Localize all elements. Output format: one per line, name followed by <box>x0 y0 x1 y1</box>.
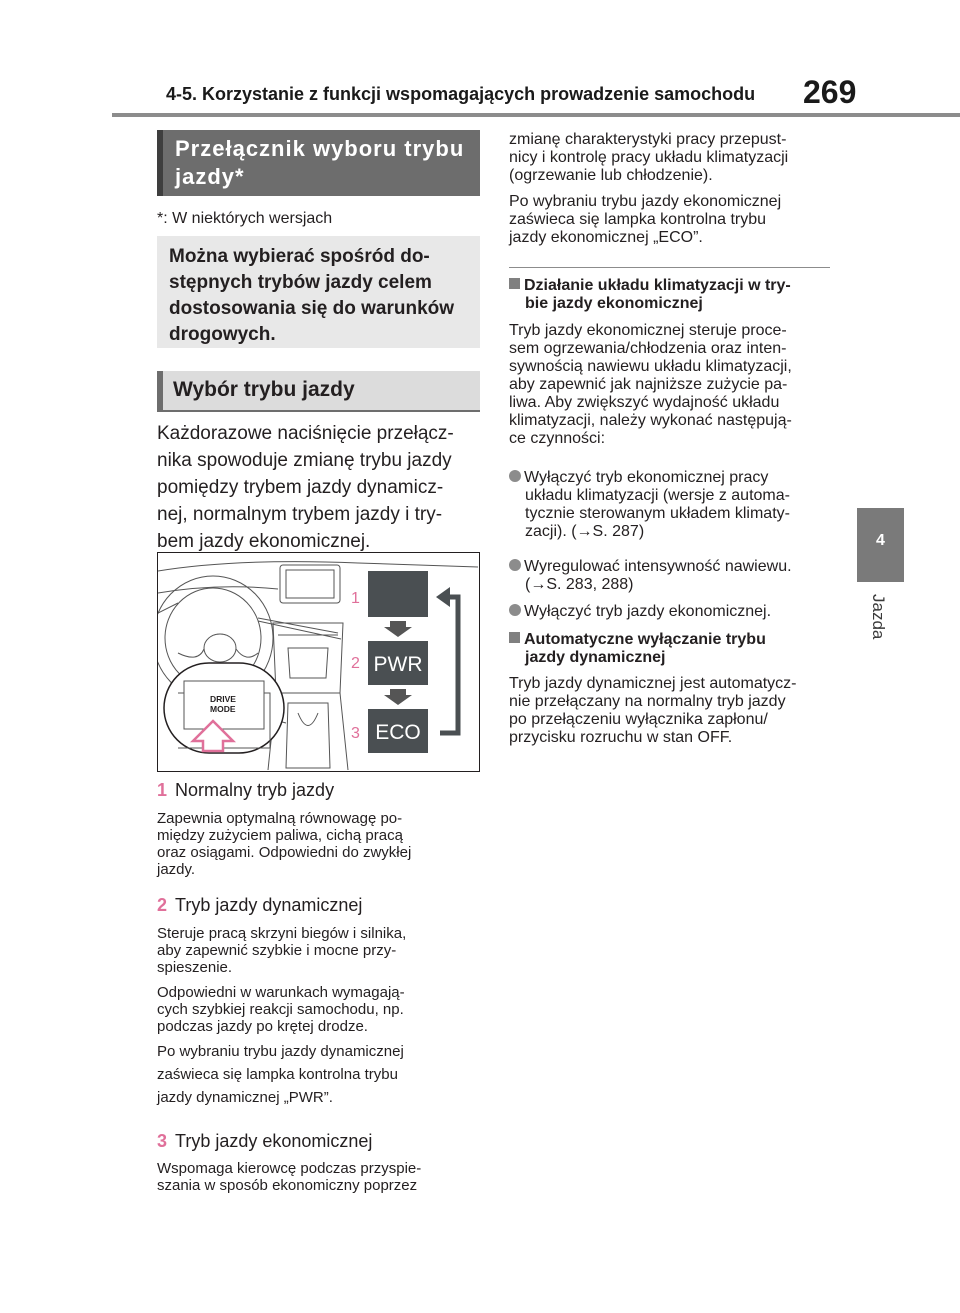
bullet-line: (→S. 283, 288) <box>525 576 634 593</box>
item-3-title <box>157 1131 372 1152</box>
callout-1: 1 <box>351 590 360 607</box>
ac-heading <box>509 277 839 313</box>
drive-mode-label-2: MODE <box>210 704 236 714</box>
intro-line: nika spowoduje zmianę trybu jazdy <box>157 450 452 471</box>
round-bullet-icon <box>509 470 521 482</box>
item-1-title <box>157 780 334 801</box>
subheading: Wybór trybu jazdy <box>157 371 480 411</box>
body-line: aby zapewnić jak najniższe zużycie pa- <box>509 376 788 393</box>
body-line: zaświeca się lampka kontrolna trybu <box>157 1066 398 1083</box>
callout-3: 3 <box>351 725 360 742</box>
item-1-body <box>157 810 482 878</box>
body-line: oraz osiągami. Odpowiedni do zwykłej <box>157 844 412 861</box>
item-title: Tryb jazdy ekonomicznej <box>175 1131 373 1151</box>
callout-2: 2 <box>351 655 360 672</box>
return-arrow-icon <box>436 587 450 607</box>
bullet-line: Wyregulować intensywność nawiewu. <box>524 558 792 575</box>
section-rule <box>509 267 830 268</box>
auto-off-paragraph <box>509 675 839 747</box>
body-line: (ogrzewanie lub chłodzenie). <box>509 167 713 184</box>
body-line: nie przełączany na normalny tryb jazdy <box>509 693 786 710</box>
item-title: Tryb jazdy dynamicznej <box>175 895 363 915</box>
body-line: Po wybraniu trybu jazdy dynamicznej <box>157 1043 404 1060</box>
round-bullet-icon <box>509 604 521 616</box>
bullet-line: tycznie sterowanym układem klimaty- <box>525 505 790 522</box>
header-rule <box>112 113 960 117</box>
indicator-pwr-label: PWR <box>373 653 423 676</box>
body-line: spieszenie. <box>157 959 233 976</box>
body-line: sem ogrzewania/chłodzenia oraz inten- <box>509 340 787 357</box>
heading-line: Automatyczne wyłączanie trybu <box>524 631 766 648</box>
item-title: Normalny tryb jazdy <box>175 780 335 800</box>
square-bullet-icon <box>509 632 520 643</box>
right-paragraph-1 <box>509 131 839 185</box>
summary-line: dostosowania się do warunków <box>169 298 455 319</box>
down-arrow-icon <box>384 689 412 705</box>
body-line: Odpowiedni w warunkach wymagają- <box>157 984 405 1001</box>
ac-paragraph <box>509 322 839 448</box>
bullet-line: Wyłączyć tryb ekonomicznej pracy <box>524 469 769 486</box>
bullet-1 <box>509 469 839 541</box>
bullet-3 <box>509 603 839 621</box>
section-title-line: jazdy* <box>175 164 245 189</box>
chapter-tab-label: Jazda <box>869 594 888 640</box>
square-bullet-icon <box>509 278 520 289</box>
bullet-line: zacji). (→S. 287) <box>525 523 645 540</box>
body-line: cych szybkiej reakcji samochodu, np. <box>157 1001 404 1018</box>
subheading-rule <box>157 410 480 412</box>
body-line: po przełączeniu wyłącznika zapłonu/ <box>509 711 768 728</box>
summary-line: drogowych. <box>169 324 276 345</box>
heading-line: jazdy dynamicznej <box>525 649 666 666</box>
section-title <box>157 130 480 196</box>
item-number: 1 <box>157 780 168 800</box>
body-line: aby zapewnić szybkie i mocne przy- <box>157 942 397 959</box>
body-line: klimatyzacji, należy wykonać następują- <box>509 412 792 429</box>
intro-line: pomiędzy trybem jazdy dynamicz- <box>157 477 444 498</box>
bullet-2 <box>509 558 839 594</box>
body-line: sywnością nawiewu układu klimatyzacji, <box>509 358 792 375</box>
section-title-line: Przełącznik wyboru trybu <box>175 136 465 161</box>
item-2-title <box>157 895 362 916</box>
heading-line: Działanie układu klimatyzacji w try- <box>524 277 791 294</box>
body-line: Zapewnia optymalną równowagę po- <box>157 810 403 827</box>
body-line: liwa. Aby zwiększyć wydajność układu <box>509 394 780 411</box>
page-number: 269 <box>803 74 857 110</box>
body-line: zaświeca się lampka kontrolna trybu <box>509 211 767 228</box>
item-number: 3 <box>157 1131 168 1151</box>
body-line: jazdy ekonomicznej „ECO”. <box>509 229 703 246</box>
body-line: między zużyciem paliwa, cichą pracą <box>157 827 403 844</box>
summary-box <box>157 236 480 348</box>
right-paragraph-2 <box>509 193 839 247</box>
bullet-line: Wyłączyć tryb jazdy ekonomicznej. <box>524 603 772 620</box>
drive-mode-label-1: DRIVE <box>210 694 236 704</box>
header-title: 4-5. Korzystanie z funkcji wspomagających prowadzenie samochodu <box>166 84 756 104</box>
body-line: podczas jazdy po krętej drodze. <box>157 1018 368 1035</box>
auto-off-heading <box>509 631 839 667</box>
item-2-body <box>157 925 482 1106</box>
chapter-tab-number: 4 <box>876 532 885 549</box>
intro-line: bem jazdy ekonomicznej. <box>157 531 371 552</box>
body-line: Tryb jazdy dynamicznej jest automatycz- <box>509 675 797 692</box>
body-line: ce czynności: <box>509 430 606 447</box>
body-line: Tryb jazdy ekonomicznej steruje proce- <box>509 322 787 339</box>
round-bullet-icon <box>509 559 521 571</box>
summary-line: Można wybierać spośród do- <box>169 246 430 267</box>
body-line: Po wybraniu trybu jazdy ekonomicznej <box>509 193 782 210</box>
indicator-eco-label: ECO <box>375 721 421 744</box>
body-line: nicy i kontrolę pracy układu klimatyzacji <box>509 149 789 166</box>
down-arrow-icon <box>384 621 412 637</box>
body-line: przycisku rozruchu w stan OFF. <box>509 729 733 746</box>
body-line: zmianę charakterystyki pracy przepust- <box>509 131 787 148</box>
bullet-line: układu klimatyzacji (wersje z automa- <box>525 487 790 504</box>
intro-paragraph <box>157 420 482 555</box>
version-note: *: W niektórych wersjach <box>157 210 333 227</box>
drive-mode-figure <box>157 552 480 772</box>
body-line: szania w sposób ekonomiczny poprzez <box>157 1177 418 1194</box>
body-line: jazdy dynamicznej „PWR”. <box>157 1089 333 1106</box>
body-line: Steruje pracą skrzyni biegów i silnika, <box>157 925 407 942</box>
dashboard-illustration <box>158 553 478 770</box>
item-number: 2 <box>157 895 168 915</box>
indicator-normal <box>368 571 428 617</box>
intro-line: nej, normalnym trybem jazdy i try- <box>157 504 443 525</box>
body-line: Wspomaga kierowcę podczas przyspie- <box>157 1160 422 1177</box>
heading-line: bie jazdy ekonomicznej <box>525 295 703 312</box>
summary-line: stępnych trybów jazdy celem <box>169 272 432 293</box>
body-line: jazdy. <box>157 861 196 878</box>
intro-line: Każdorazowe naciśnięcie przełącz- <box>157 423 454 444</box>
item-3-body <box>157 1160 482 1194</box>
